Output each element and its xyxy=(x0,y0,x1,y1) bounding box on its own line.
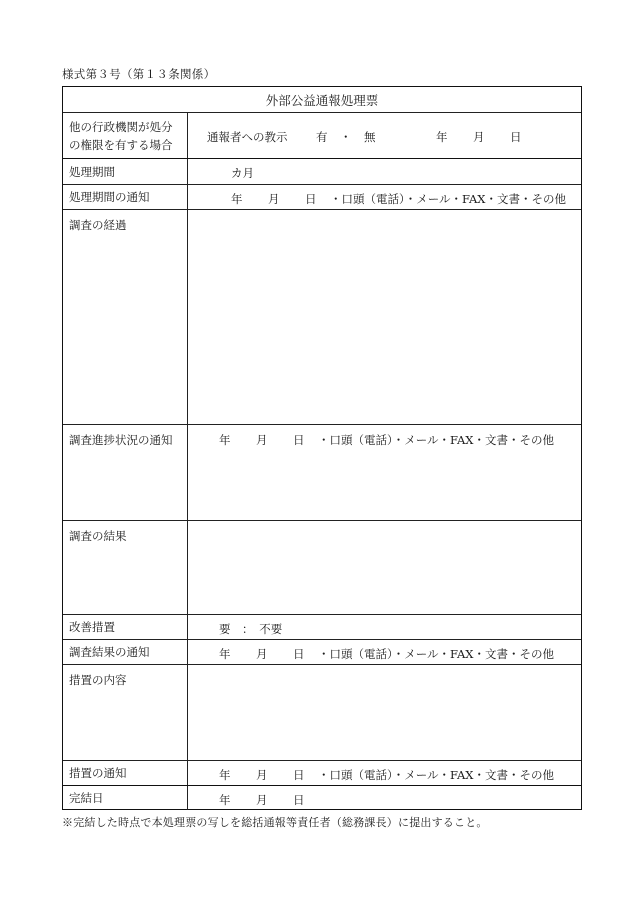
option-no[interactable]: 無 xyxy=(364,130,376,144)
completion-label: 完結日 xyxy=(63,786,188,810)
period-notice-methods: ・口頭（電話）・メール・FAX・文書・その他 xyxy=(330,192,566,206)
authority-label-line2: の権限を有する場合 xyxy=(69,137,173,152)
authority-month: 月 xyxy=(473,130,485,144)
period-notice-row xyxy=(63,185,581,210)
result-row xyxy=(63,521,581,615)
period-notice-content[interactable] xyxy=(188,185,581,209)
authority-content[interactable] xyxy=(188,113,581,158)
form-number-caption: 様式第３号（第１３条関係） xyxy=(62,67,216,81)
authority-year: 年 xyxy=(436,130,448,144)
measures-notice-day: 日 xyxy=(293,768,305,782)
authority-label-line1: 他の行政機関が処分 xyxy=(69,119,173,134)
form-title: 外部公益通報処理票 xyxy=(265,92,379,108)
progress-notice-methods: ・口頭（電話）・メール・FAX・文書・その他 xyxy=(318,433,554,447)
completion-content[interactable] xyxy=(188,786,581,810)
period-row xyxy=(63,159,581,185)
improvement-label: 改善措置 xyxy=(63,615,188,639)
progress-notice-month: 月 xyxy=(256,433,268,447)
progress-notice-year: 年 xyxy=(219,433,231,447)
authority-row xyxy=(63,113,581,159)
option-separator: ・ xyxy=(340,130,352,144)
result-notice-methods: ・口頭（電話）・メール・FAX・文書・その他 xyxy=(318,647,554,661)
period-content[interactable] xyxy=(188,159,581,184)
measures-notice-year: 年 xyxy=(219,768,231,782)
measures-notice-label: 措置の通知 xyxy=(63,761,188,785)
measures-label: 措置の内容 xyxy=(63,665,188,760)
improvement-content[interactable] xyxy=(188,615,581,639)
authority-day: 日 xyxy=(510,130,522,144)
period-notice-day: 日 xyxy=(305,192,317,206)
result-notice-label: 調査結果の通知 xyxy=(63,640,188,664)
completion-month: 月 xyxy=(256,793,268,807)
measures-notice-methods: ・口頭（電話）・メール・FAX・文書・その他 xyxy=(318,768,554,782)
progress-content-area[interactable] xyxy=(188,210,581,424)
completion-year: 年 xyxy=(219,793,231,807)
measures-notice-month: 月 xyxy=(256,768,268,782)
report-processing-form xyxy=(62,86,582,810)
measures-row xyxy=(63,665,581,761)
result-notice-day: 日 xyxy=(293,647,305,661)
completion-day: 日 xyxy=(293,793,305,807)
period-notice-label: 処理期間の通知 xyxy=(63,185,188,209)
measures-content-area[interactable] xyxy=(188,665,581,760)
measures-notice-content[interactable] xyxy=(188,761,581,785)
result-notice-content[interactable] xyxy=(188,640,581,664)
progress-notice-content[interactable] xyxy=(188,425,581,520)
period-label: 処理期間 xyxy=(63,159,188,184)
result-label: 調査の結果 xyxy=(63,521,188,614)
form-title-row xyxy=(63,87,581,113)
result-notice-row xyxy=(63,640,581,665)
progress-notice-label: 調査進捗状況の通知 xyxy=(63,425,188,520)
period-notice-year: 年 xyxy=(231,192,243,206)
improvement-row xyxy=(63,615,581,640)
authority-label xyxy=(63,113,188,158)
measures-notice-row xyxy=(63,761,581,786)
notice-to-reporter-label: 通報者への教示 xyxy=(207,130,288,144)
submission-footnote: ※完結した時点で本処理票の写しを総括通報等責任者（総務課長）に提出すること。 xyxy=(62,816,488,829)
period-notice-month: 月 xyxy=(268,192,280,206)
progress-row xyxy=(63,210,581,425)
improvement-options[interactable]: 要 ： 不要 xyxy=(219,622,283,636)
period-unit: カ月 xyxy=(231,166,254,180)
progress-notice-row xyxy=(63,425,581,521)
option-yes[interactable]: 有 xyxy=(316,130,328,144)
result-notice-year: 年 xyxy=(219,647,231,661)
progress-notice-day: 日 xyxy=(293,433,305,447)
completion-row xyxy=(63,786,581,810)
result-content-area[interactable] xyxy=(188,521,581,614)
progress-label: 調査の経過 xyxy=(63,210,188,424)
result-notice-month: 月 xyxy=(256,647,268,661)
